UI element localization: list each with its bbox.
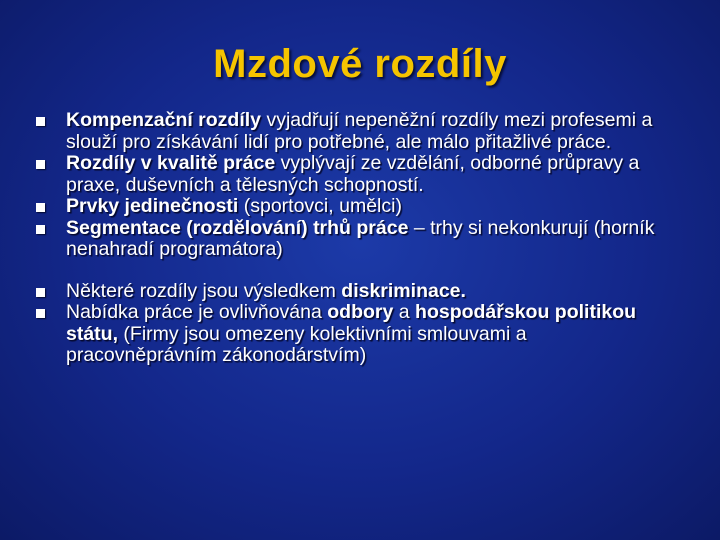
square-bullet-icon — [36, 225, 45, 234]
page-title: Mzdové rozdíly — [213, 42, 507, 86]
square-bullet-icon — [36, 288, 45, 297]
bullet-text: (sportovci, umělci) — [238, 195, 402, 217]
square-bullet-icon — [36, 160, 45, 169]
bullet-text: vyjadřují nepeněžní rozdíly mezi profesemi a slouží pro získávání lidí pro potřebné, ale málo přitažlivé práce. — [66, 109, 653, 153]
bold-term: odbory — [327, 301, 394, 323]
square-bullet-icon — [36, 117, 45, 126]
square-bullet-icon — [36, 203, 45, 212]
bullet-text: vyplývají ze vzdělání, odborné průpravy a praxe, duševních a tělesných schopností. — [66, 152, 640, 196]
bullet-item — [36, 281, 676, 303]
bold-term: diskriminace. — [341, 279, 466, 302]
bullet-text: Nabídka práce je ovlivňována — [66, 301, 328, 323]
bold-term: Prvky jedinečnosti — [66, 195, 239, 217]
bullet-text: – trhy si nekonkurují (horník nenahradí programátora) — [66, 216, 655, 260]
bullet-item — [36, 153, 676, 196]
bullet-item — [36, 218, 676, 261]
bullet-item — [36, 196, 676, 218]
bullet-list — [36, 110, 676, 367]
bullet-text: Některé rozdíly jsou výsledkem — [66, 279, 342, 302]
bullet-text: a — [393, 301, 416, 323]
square-bullet-icon — [36, 309, 45, 318]
bold-term: Rozdíly v kvalitě práce — [66, 152, 276, 174]
bullet-item — [36, 302, 676, 367]
bold-term: Segmentace (rozdělování) trhů práce — [66, 216, 409, 239]
bullet-item — [36, 110, 676, 153]
bold-term: Kompenzační rozdíly — [66, 109, 262, 131]
bold-term: hospodářskou politikou státu, — [66, 301, 637, 345]
bullet-text: (Firmy jsou omezeny kolektivními smlouvami a pracovněprávním zákonodárstvím) — [66, 322, 527, 366]
